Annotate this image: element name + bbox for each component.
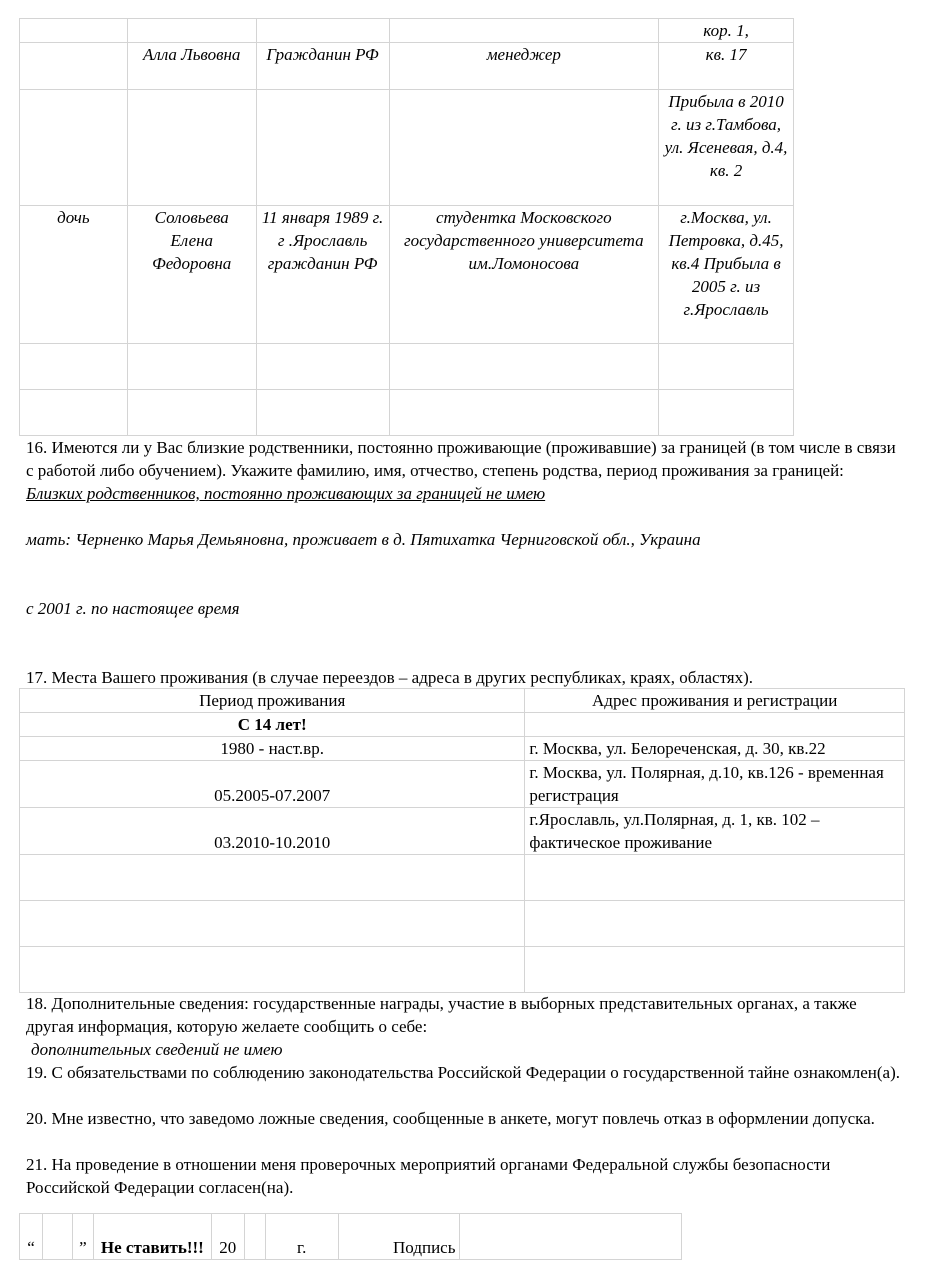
relation-cell [20, 390, 128, 436]
section-20: 20. Мне известно, что заведомо ложные сведения, сообщенные в анкете, могут повлечь отказ в оформлении допуска. [26, 1109, 875, 1128]
section-16-question: 16. Имеются ли у Вас близкие родственники, постоянно проживающие (проживавшие) за границей (в том числе в связи с работой либо обучением). Укажите фамилию, имя, отчество, степень родства, период проживания за границей: [26, 438, 896, 480]
table-row [20, 43, 794, 90]
address-header: Адрес проживания и регистрации [525, 689, 905, 713]
name-cell: Алла Львовна [127, 43, 256, 90]
relation-cell [20, 19, 128, 43]
name-cell [127, 90, 256, 206]
table-row [20, 737, 905, 761]
day-field [42, 1214, 72, 1260]
period-cell: 05.2005-07.2007 [20, 761, 525, 808]
table-row [20, 90, 794, 206]
section-17-question: 17. Места Вашего проживания (в случае переездов – адреса в других республиках, краях, областях). [26, 668, 754, 687]
quote-open: “ [20, 1214, 43, 1260]
section-21: 21. На проведение в отношении меня проверочных мероприятий органами Федеральной службы безопасности Российской Федерации согласен(на). [26, 1155, 831, 1197]
section-16-mother: мать: Черненко Марья Демьяновна, проживает в д. Пятихатка Черниговской обл., Украина [26, 530, 701, 549]
table-row [20, 206, 794, 344]
birth-cell [256, 19, 389, 43]
address-cell [659, 390, 794, 436]
section-18-answer: дополнительных сведений не имею [31, 1040, 283, 1059]
table-row [20, 19, 794, 43]
name-cell [127, 390, 256, 436]
table-row [20, 855, 905, 901]
period-cell: 1980 - наст.вр. [20, 737, 525, 761]
job-cell: студентка Московского государственного университета им.Ломоносова [389, 206, 659, 344]
address-cell: г.Ярославль, ул.Полярная, д. 1, кв. 102 – фактическое проживание [525, 808, 905, 855]
residence-table [19, 688, 905, 993]
address-cell: кв. 17 [659, 43, 794, 90]
birth-cell: 11 января 1989 г. г .Ярославль гражданин РФ [256, 206, 389, 344]
section-16-answer: Близких родственников, постоянно проживающих за границей не имею [26, 484, 546, 503]
address-cell [525, 713, 905, 737]
section-16 [26, 436, 906, 505]
signature-label: Подпись [338, 1214, 460, 1260]
table-row [20, 901, 905, 947]
address-cell: кор. 1, [659, 19, 794, 43]
job-cell [389, 390, 659, 436]
name-cell [127, 344, 256, 390]
name-cell: Соловьева Елена Федоровна [127, 206, 256, 344]
relation-cell: дочь [20, 206, 128, 344]
address-cell: г. Москва, ул. Полярная, д.10, кв.126 - временная регистрация [525, 761, 905, 808]
birth-cell [256, 90, 389, 206]
address-cell [525, 855, 905, 901]
relation-cell [20, 344, 128, 390]
signature-field [460, 1214, 682, 1260]
period-header: Период проживания [20, 689, 525, 713]
birth-cell: Гражданин РФ [256, 43, 389, 90]
job-cell [389, 90, 659, 206]
relation-cell [20, 43, 128, 90]
relation-cell [20, 90, 128, 206]
signature-row [20, 1214, 682, 1260]
relatives-table [19, 18, 794, 436]
section-16-period: с 2001 г. по настоящее время [26, 599, 240, 618]
table-row [20, 947, 905, 993]
year-field [244, 1214, 265, 1260]
table-header-row [20, 689, 905, 713]
name-cell [127, 19, 256, 43]
table-row [20, 761, 905, 808]
section-18-question: 18. Дополнительные сведения: государственные награды, участие в выборных представительных органах, а также другая информация, которую желаете сообщить о себе: [26, 994, 857, 1036]
section-19: 19. С обязательствами по соблюдению законодательства Российской Федерации о государственной тайне ознакомлен(а). [26, 1063, 901, 1082]
year-prefix: 20 [211, 1214, 244, 1260]
age-note: С 14 лет! [20, 713, 525, 737]
address-cell: г.Москва, ул. Петровка, д.45, кв.4 Прибыла в 2005 г. из г.Ярославль [659, 206, 794, 344]
table-row [20, 344, 794, 390]
table-row [20, 713, 905, 737]
period-cell [20, 901, 525, 947]
year-suffix: г. [265, 1214, 338, 1260]
address-cell [525, 947, 905, 993]
job-cell [389, 19, 659, 43]
address-cell: Прибыла в 2010 г. из г.Тамбова, ул. Ясеневая, д.4, кв. 2 [659, 90, 794, 206]
job-cell: менеджер [389, 43, 659, 90]
birth-cell [256, 344, 389, 390]
warning-note: Не ставить!!! [93, 1214, 211, 1260]
quote-close: ” [72, 1214, 93, 1260]
address-cell [659, 344, 794, 390]
address-cell [525, 901, 905, 947]
period-cell [20, 855, 525, 901]
birth-cell [256, 390, 389, 436]
table-row [20, 390, 794, 436]
address-cell: г. Москва, ул. Белореченская, д. 30, кв.22 [525, 737, 905, 761]
job-cell [389, 344, 659, 390]
signature-table [19, 1213, 682, 1260]
table-row [20, 808, 905, 855]
period-cell: 03.2010-10.2010 [20, 808, 525, 855]
period-cell [20, 947, 525, 993]
